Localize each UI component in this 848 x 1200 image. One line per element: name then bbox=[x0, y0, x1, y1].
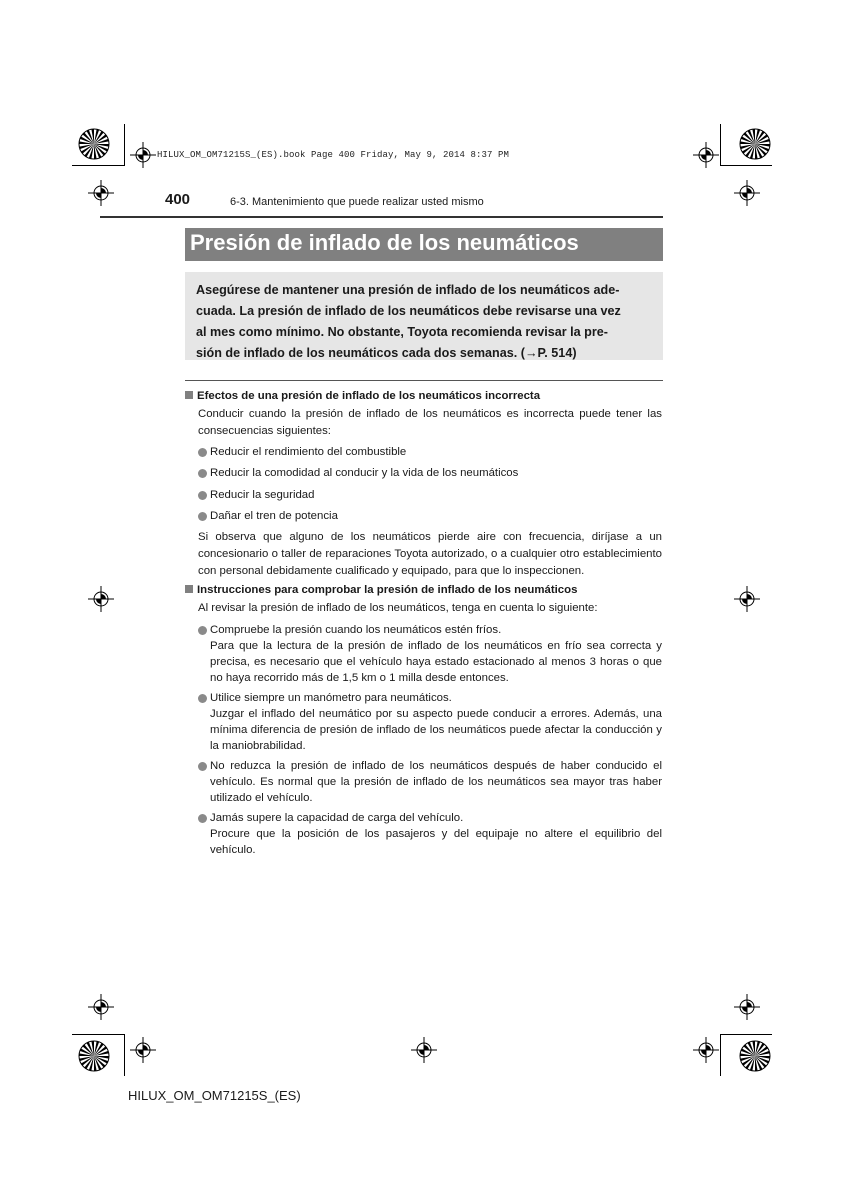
list-item-text: Reducir la comodidad al conducir y la vida de los neumáticos bbox=[210, 467, 519, 479]
intro-line bbox=[196, 343, 653, 364]
registration-wheel-icon bbox=[739, 1040, 771, 1072]
list-item-body bbox=[210, 690, 662, 754]
page-reference-link[interactable]: P. 514) bbox=[537, 346, 577, 360]
list-item-text: Dañar el tren de potencia bbox=[210, 510, 338, 522]
section-divider bbox=[185, 380, 663, 381]
square-bullet-icon bbox=[185, 585, 193, 593]
bullet-dot-icon bbox=[198, 694, 207, 703]
registration-target-icon bbox=[130, 1037, 156, 1063]
list-item-detail: Para que la lectura de la presión de inflado de los neumáticos en frío sea correcta y precisa, es necesario que el vehículo haya estado estacionado al menos 3 horas o que no haya recorrido más de 1,5 km o 1 milla desde entonces. bbox=[210, 640, 662, 684]
registration-wheel-icon bbox=[78, 1040, 110, 1072]
list-item-title: Compruebe la presión cuando los neumáticos estén fríos. bbox=[210, 624, 502, 636]
section-intro: Conducir cuando la presión de inflado de los neumáticos es incorrecta puede tener las consecuencias siguientes: bbox=[198, 408, 662, 437]
bullet-dot-icon bbox=[198, 512, 207, 521]
intro-box bbox=[185, 272, 663, 360]
bullet-dot-icon bbox=[198, 491, 207, 500]
registration-target-icon bbox=[130, 142, 156, 168]
inspection-note: Si observa que alguno de los neumáticos pierde aire con frecuencia, diríjase a un concesionario o taller de reparaciones Toyota autorizado, o a cualquier otro establecimiento con personal debidamente cualificado y equipado, para que lo inspeccionen. bbox=[198, 531, 662, 577]
list-item-detail: Procure que la posición de los pasajeros y del equipaje no altere el equilibrio del vehículo. bbox=[210, 828, 662, 856]
list-item-body bbox=[210, 622, 662, 686]
bullet-dot-icon bbox=[198, 626, 207, 635]
registration-target-icon bbox=[734, 180, 760, 206]
section-heading bbox=[185, 584, 577, 596]
intro-line: cuada. La presión de inflado de los neumáticos debe revisarse una vez bbox=[196, 304, 621, 318]
bullet-dot-icon bbox=[198, 448, 207, 457]
registration-target-icon bbox=[734, 586, 760, 612]
print-info-line: HILUX_OM_OM71215S_(ES).book Page 400 Friday, May 9, 2014 8:37 PM bbox=[157, 150, 510, 160]
registration-target-icon bbox=[88, 994, 114, 1020]
square-bullet-icon bbox=[185, 391, 193, 399]
list-item-title: Jamás supere la capacidad de carga del vehículo. bbox=[210, 812, 464, 824]
header-divider bbox=[100, 216, 663, 218]
section-heading bbox=[185, 390, 540, 402]
footer-document-code: HILUX_OM_OM71215S_(ES) bbox=[128, 1088, 301, 1103]
bullet-dot-icon bbox=[198, 469, 207, 478]
registration-target-icon bbox=[693, 142, 719, 168]
section-heading-text: Instrucciones para comprobar la presión de inflado de los neumáticos bbox=[197, 584, 578, 596]
section-intro: Al revisar la presión de inflado de los neumáticos, tenga en cuenta lo siguiente: bbox=[198, 602, 598, 614]
arrow-icon: → bbox=[524, 346, 538, 360]
intro-line-text: sión de inflado de los neumáticos cada dos semanas. ( bbox=[196, 346, 525, 360]
intro-line: Asegúrese de mantener una presión de inflado de los neumáticos ade- bbox=[196, 283, 620, 297]
registration-target-icon bbox=[88, 586, 114, 612]
registration-target-icon bbox=[88, 180, 114, 206]
list-item-text: Reducir el rendimiento del combustible bbox=[210, 446, 407, 458]
section-heading-text: Efectos de una presión de inflado de los neumáticos incorrecta bbox=[197, 390, 541, 402]
registration-target-icon bbox=[693, 1037, 719, 1063]
section-breadcrumb: 6-3. Mantenimiento que puede realizar usted mismo bbox=[230, 196, 484, 208]
list-item-text: Reducir la seguridad bbox=[210, 489, 315, 501]
registration-wheel-icon bbox=[78, 128, 110, 160]
bullet-dot-icon bbox=[198, 762, 207, 771]
list-item-title: Utilice siempre un manómetro para neumáticos. bbox=[210, 692, 452, 704]
page-title: Presión de inflado de los neumáticos bbox=[190, 230, 579, 255]
registration-target-icon bbox=[411, 1037, 437, 1063]
list-item-detail: Juzgar el inflado del neumático por su aspecto puede conducir a errores. Además, una mínima diferencia de presión de inflado de los neumáticos puede afectar la conducción y la maniobrabilidad. bbox=[210, 708, 662, 752]
registration-target-icon bbox=[734, 994, 760, 1020]
intro-line: al mes como mínimo. No obstante, Toyota recomienda revisar la pre- bbox=[196, 325, 608, 339]
registration-wheel-icon bbox=[739, 128, 771, 160]
bullet-dot-icon bbox=[198, 814, 207, 823]
list-item-title: No reduzca la presión de inflado de los neumáticos después de haber conducido el vehículo. Es normal que la presión de inflado de los neumáticos sea mayor tras haber utilizado el vehículo. bbox=[210, 760, 662, 804]
page-title-bar bbox=[185, 228, 663, 261]
page-number: 400 bbox=[165, 191, 191, 208]
list-item-body bbox=[210, 810, 662, 858]
